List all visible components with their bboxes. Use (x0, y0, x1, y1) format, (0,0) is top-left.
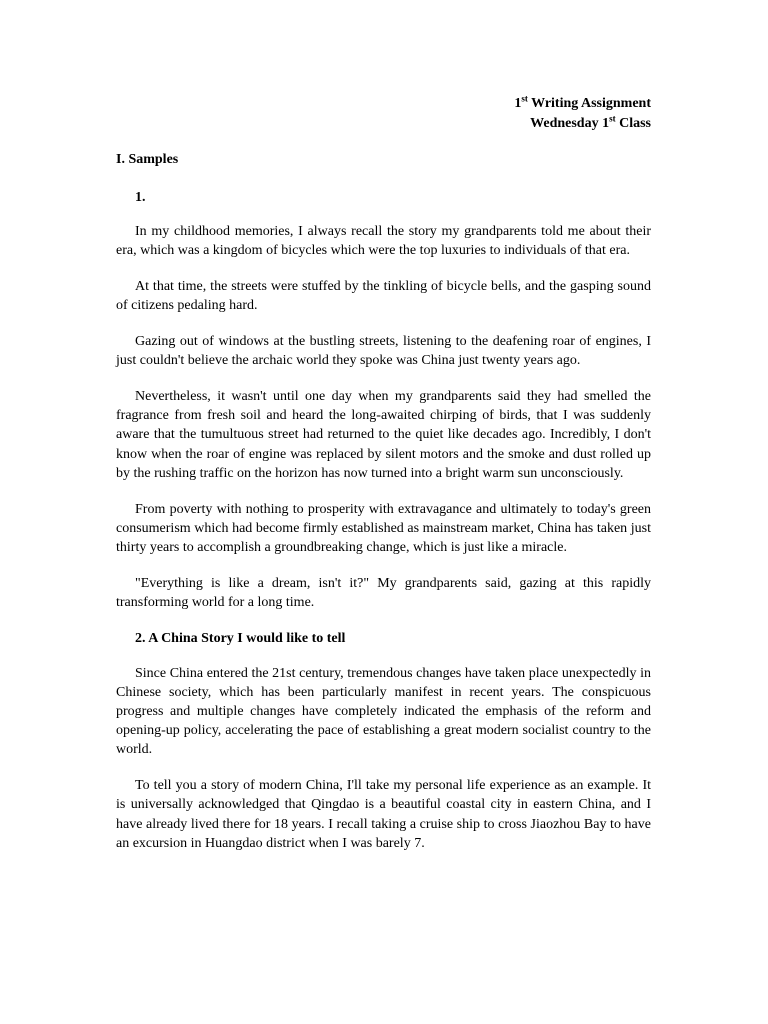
paragraph: Nevertheless, it wasn't until one day when my grandparents said they had smelled the fragrance from fresh soil and heard the long-awaited chirping of birds, that I was suddenly aware that the tumultuous street had returned to the quiet like decades ago. Incredibly, I don't know when the roar of engine was replaced by silent motors and the smoke and dust rolled up by the rushing traffic on the horizon has now turned into a bright warm sun unconsciously. (116, 389, 651, 481)
paragraph: At that time, the streets were stuffed by the tinkling of bicycle bells, and the gasping sound of citizens pedaling hard. (116, 279, 651, 314)
sample-1-label: 1. (135, 190, 146, 205)
sample-2-heading: 2. A China Story I would like to tell (135, 630, 346, 646)
paragraph: In my childhood memories, I always recall the story my grandparents told me about their era, which was a kingdom of bicycles which were the top luxuries to individuals of that era. (116, 224, 651, 259)
paragraph: To tell you a story of modern China, I'll take my personal life experience as an example. It is universally acknowledged that Qingdao is a beautiful coastal city in eastern China, and I have already lived there for 18 years. I recall taking a cruise ship to cross Jiaozhou Bay to have an excursion in Huangdao district when I was barely 7. (116, 778, 651, 851)
paragraph: "Everything is like a dream, isn't it?" My grandparents said, gazing at this rapidly transforming world for a long time. (116, 575, 651, 611)
assignment-header (514, 94, 651, 133)
section-title: I. Samples (116, 152, 179, 167)
header-line-2: Wednesday 1st Class (530, 112, 651, 131)
paragraph: From poverty with nothing to prosperity with extravagance and ultimately to today's green consumerism which had become firmly established as mainstream market, China has taken just thirty years to accomplish a groundbreaking change, which is just like a miracle. (116, 501, 651, 556)
paragraph: Since China entered the 21st century, tremendous changes have taken place unexpectedly in Chinese society, which has been particularly manifest in recent years. The conspicuous progress and multiple changes have completely indicated the emphasis of the reform and opening-up policy, accelerating the pace of establishing a great modern socialist country to the world. (116, 665, 651, 758)
paragraph: Gazing out of windows at the bustling streets, listening to the deafening roar of engines, I just couldn't believe the archaic world they spoke was China just twenty years ago. (116, 334, 651, 369)
document-body (116, 222, 651, 870)
header-line-1: 1st Writing Assignment (514, 93, 651, 111)
